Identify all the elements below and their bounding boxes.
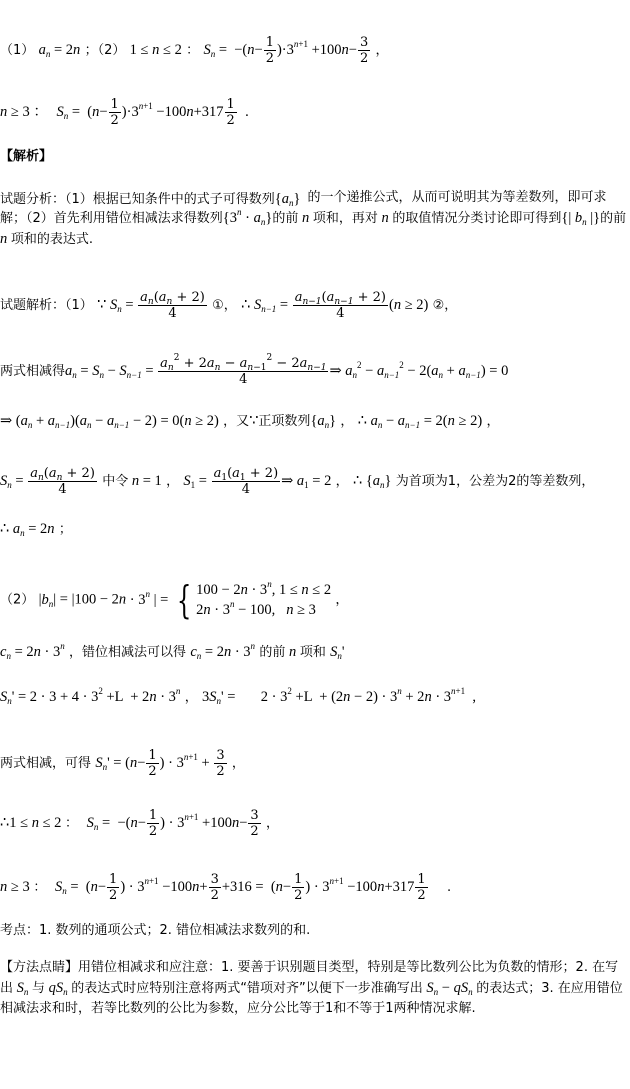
part1-label: （1） [0,43,35,58]
series-line: $S_n' = 2 \cdot 3 + 4 \cdot 3^2 +L + 2n \cdot 3^n$ ， $3S_n'$ = $2 \cdot 3^2 +L + (2n - 2) \cdot 3^n + 2n \cdot 3^{n+1}$ , [0,686,476,706]
subtract-line: 两式相减得$a_n = S_n - S_{n-1}$ = $\frac{a_n^2 + 2a_n - a_{n-1}^2 - 2a_{n-1}}{4}$ ⇒ $a_n^2 - a_{n-1}^2 - 2(a_n + a_{n-1}) = 0$ [0,353,509,387]
method-heading: 【方法点睛】 [0,960,79,975]
case-2-line: n ≥ 3 ： $S_n = (n-$ $\frac{1}{2}$ ) · $3^{n+1} -100n+$ $\frac{3}{2}$ +316 = (n− $\frac{1}{2}$ ) · $3^{n+1} -100n+317$ $\frac{1}{2}$ . [0,872,452,903]
analysis-line-1: 试题分析：（1）根据已知条件中的式子可得数列$\{a_n\}$ [0,191,301,208]
solution-1-line: 试题解析：（1） ∵ $S_n$ = $\frac{a_n(a_n + 2)}{4}$ ①， ∴ $S_{n-1}$ = $\frac{a_{n-1}(a_{n-1} + 2)}{4}$ (n ≥ 2) ②， [0,290,458,321]
subtract-2-line: 两式相减，可得 $S_n' = (n-$ $\frac{1}{2}$ ) · $3^{n+1}$ + $\frac{3}{2}$ ， [0,748,245,779]
analysis-heading: 【解析】 [0,149,53,164]
answer-line-1: （1） $a_n = 2n$ ；（2） 1 ≤ n ≤ 2 ： $S_n = -(n-$ $\frac{1}{2}$ )$\cdot 3^{n+1} +100n-$ $\frac{3}{2}$ ， [0,35,389,66]
answer-line-2: n ≥ 3 ： $S_n = (n-$ $\frac{1}{2}$ )$\cdot 3^{n+1} -100n+317$ $\frac{1}{2}$ . [0,97,249,128]
part2-line: （2） $|b_n| = |100 - 2n \cdot 3^n$ | = { $100 - 2n \cdot 3^n$, 1 ≤ n ≤ 2 $2n \cdot 3^n - 100$, n ≥ 3 ， [0,578,349,622]
key-points: 考点：1. 数列的通项公式；2. 错位相减法求数列的和. [0,923,311,938]
sn-definition-line: $S_n$ = $\frac{a_n(a_n + 2)}{4}$ 中令 n = 1 ， $S_1$ = $\frac{a_1(a_1 + 2)}{4}$ ⇒ $a_1 = 2$ ， ∴ $\{a_n\}$ 为首项为1，公差为2的等差数列， [0,466,595,497]
implies-line: ⇒ $(a_n + a_{n-1})(a_n - a_{n-1} - 2) = 0(n \ge 2)$ ，又∵正项数列$\{a_n\}$ ， ∴ $a_n - a_{n-1} = 2(n \ge 2)$ ， [0,413,500,430]
cn-line: $c_n = 2n \cdot 3^n$ ，错位相减法可以得 $c_n = 2n \cdot 3^n$ 的前 n 项和 $S_n'$ [0,641,345,661]
case-1-line: ∴1 ≤ n ≤ 2 ： $S_n = -(n-$ $\frac{1}{2}$ ) · $3^{n+1} +100n-$ $\frac{3}{2}$ ， [0,808,280,839]
method-notes: 【方法点睛】用错位相减求和应注意：1. 要善于识别题目类型，特别是等比数列公比为负数的情形；2. 在写出 $S_n$ 与 $qS_n$ 的表达式时应特别注意将两式“错项对齐”以便下一步准确写出 $S_n - qS_n$ 的表达式；3. 在应用错位相减法求和时，若等比数列的公比为参数，应分公比等于1和不等于1两种情况求解. [0,960,623,1016]
part2-label: ；（2） [84,43,126,58]
an-result-line: ∴ $a_n = 2n$ ； [0,521,72,538]
analysis-paragraph: 的一个递推公式，从而可说明其为等差数列，即可求解；（2）首先利用错位相减法求得数列$\{3^n \cdot a_n\}$的前 n 项和，再对 n 的取值情况分类讨论即可得到{| $b_n$ |}的前 n 项和的表达式. [0,190,627,247]
